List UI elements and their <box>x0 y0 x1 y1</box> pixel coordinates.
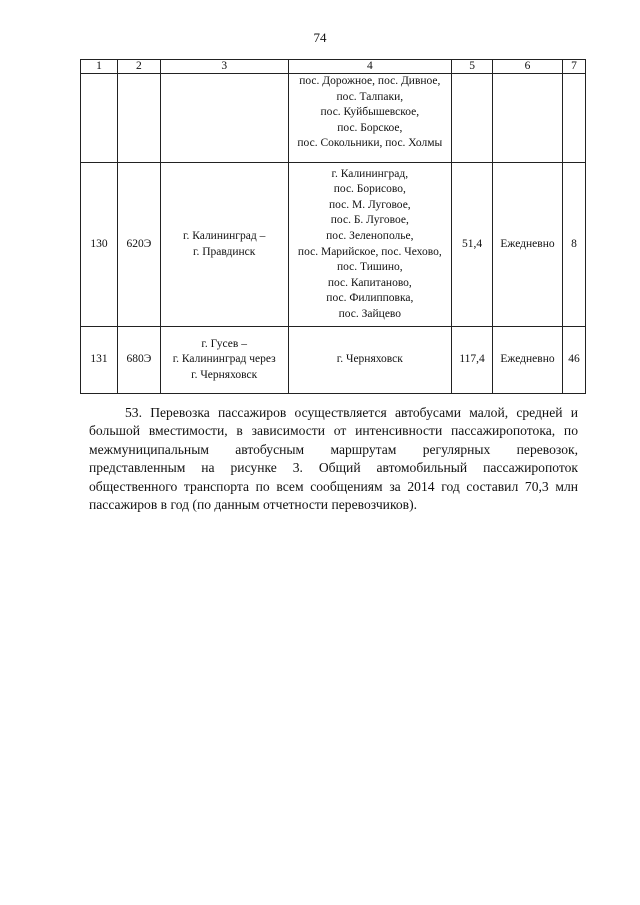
cell-num <box>81 74 118 163</box>
cell-frequency <box>493 74 563 163</box>
cell-name <box>160 74 288 163</box>
stop-line: пос. М. Луговое, <box>328 198 411 211</box>
cell-length: 51,4 <box>452 163 493 327</box>
stop-line: г. Калининград, <box>331 167 409 180</box>
stop-line: пос. Филипповка, <box>326 292 414 305</box>
column-header: 2 <box>117 60 160 74</box>
stop-line: пос. Борское, <box>337 121 403 134</box>
cell-route: 680Э <box>117 327 160 394</box>
cell-stops <box>288 163 452 327</box>
cell-frequency: Ежедневно <box>493 327 563 394</box>
cell-num: 130 <box>81 163 118 327</box>
cell-name <box>160 163 288 327</box>
page-number: 74 <box>313 30 327 45</box>
cell-stops <box>288 327 452 394</box>
stop-line: пос. Б. Луговое, <box>330 214 409 227</box>
column-header: 4 <box>288 60 452 74</box>
routes-table <box>80 59 586 394</box>
column-header: 3 <box>160 60 288 74</box>
cell-route: 620Э <box>117 163 160 327</box>
stop-line: пос. Борисово, <box>333 183 406 196</box>
cell-frequency: Ежедневно <box>493 163 563 327</box>
name-line: г. Черняховск <box>191 368 258 381</box>
name-line: г. Калининград через <box>172 353 276 366</box>
table-row <box>81 327 586 394</box>
body-paragraph: 53. Перевозка пассажиров осуществляется автобусами малой, средней и большой вместимости, в зависимости от интенсивности пассажиропотока, по межмуниципальным автобусным маршрутам регулярных перевозок, представленным на рисунке 3. Общий автомобильный пассажиропоток общественного транспорта по всем сообщениям за 2014 год составил 70,3 млн пассажиров в год (по данным отчетности перевозчиков). <box>89 405 578 513</box>
cell-route <box>117 74 160 163</box>
stop-line: пос. Сокольники, пос. Холмы <box>297 137 443 150</box>
cell-stops <box>288 74 452 163</box>
stop-line: пос. Талпаки, <box>336 90 404 103</box>
stop-line: пос. Дорожное, пос. Дивное, <box>299 75 441 87</box>
stop-line: пос. Зеленополье, <box>326 229 414 242</box>
stop-line: пос. Тишино, <box>336 261 403 274</box>
table-header-row <box>81 60 586 74</box>
stop-line: пос. Капитаново, <box>327 276 412 289</box>
column-header: 5 <box>452 60 493 74</box>
name-line: г. Гусев – <box>201 337 247 350</box>
cell-length <box>452 74 493 163</box>
name-line: г. Калининград – <box>183 229 266 242</box>
table-row <box>81 74 586 163</box>
cell-trips <box>562 74 585 163</box>
table-row <box>81 163 586 327</box>
cell-trips: 8 <box>562 163 585 327</box>
column-header: 7 <box>562 60 585 74</box>
name-line: г. Правдинск <box>193 245 256 258</box>
stop-line: пос. Зайцево <box>338 307 402 320</box>
column-header: 1 <box>81 60 118 74</box>
stop-line: пос. Марийское, пос. Чехово, <box>297 245 442 258</box>
cell-num: 131 <box>81 327 118 394</box>
stop-line: г. Черняховск <box>336 353 403 366</box>
cell-name <box>160 327 288 394</box>
cell-length: 117,4 <box>452 327 493 394</box>
stop-line: пос. Куйбышевское, <box>320 106 420 119</box>
column-header: 6 <box>493 60 563 74</box>
cell-trips: 46 <box>562 327 585 394</box>
